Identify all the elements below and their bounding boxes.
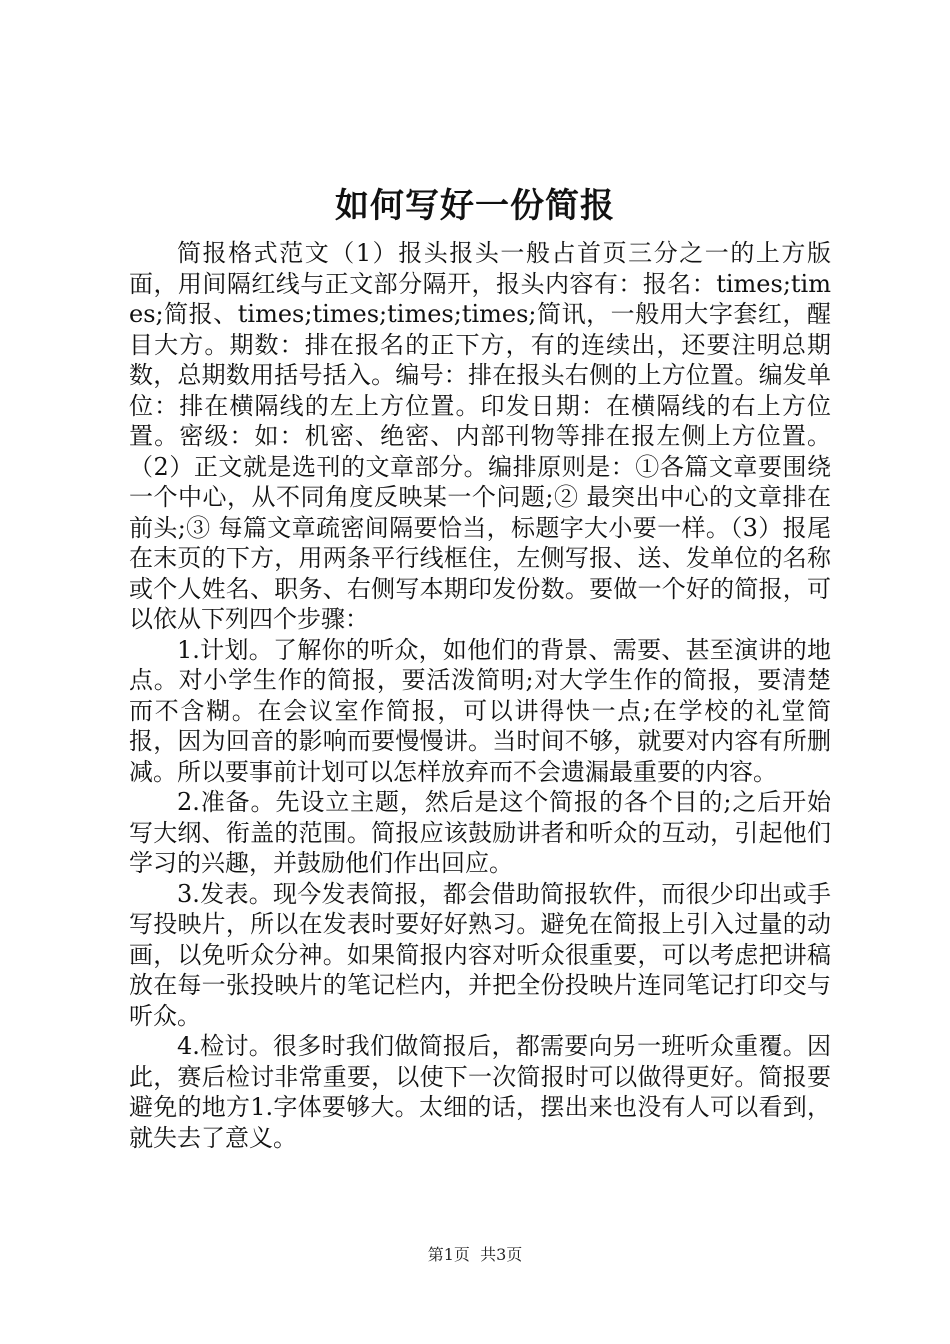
paragraph-step-plan: 1.计划。了解你的听众，如他们的背景、需要、甚至演讲的地点。对小学生作的简报，要活泼简明;对大学生作的简报，要清楚而不含糊。在会议室作简报，可以讲得快一点;在学校的礼堂简报，因为回音的影响而要慢慢讲。当时间不够，就要对内容有所删减。所以要事前计划可以怎样放弃而不会遗漏最重要的内容。 <box>129 635 831 786</box>
page-total: 共3页 <box>480 1245 523 1264</box>
paragraph-step-prepare: 2.准备。先设立主题，然后是这个简报的各个目的;之后开始写大纲、衔盖的范围。简报应该鼓励讲者和听众的互动，引起他们学习的兴趣，并鼓励他们作出回应。 <box>129 788 831 877</box>
document-title: 如何写好一份简报 <box>335 186 615 226</box>
page-footer <box>0 1243 950 1267</box>
page-number: 第1页 <box>427 1245 470 1264</box>
paragraph-step-review: 4.检讨。很多时我们做简报后，都需要向另一班听众重覆。因此，赛后检讨非常重要，以使下一次简报时可以做得更好。简报要避免的地方1.字体要够大。太细的话，摆出来也没有人可以看到，就失去了意义。 <box>129 1032 831 1152</box>
paragraph-format-intro: 简报格式范文（1）报头报头一般占首页三分之一的上方版面，用间隔红线与正文部分隔开，报头内容有：报名：times;times;简报、times;times;times;times;简讯，一般用大字套红，醒目大方。期数：排在报名的正下方，有的连续出，还要注明总期数，总期数用括号括入。编号：排在报头右侧的上方位置。编发单位：排在横隔线的左上方位置。印发日期：在横隔线的右上方位置。密级：如：机密、绝密、内部刊物等排在报左侧上方位置。（2）正文就是选刊的文章部分。编排原则是：①各篇文章要围绕一个中心，从不同角度反映某一个问题;② 最突出中心的文章排在前头;③ 每篇文章疏密间隔要恰当，标题字大小要一样。（3）报尾在末页的下方，用两条平行线框住，左侧写报、送、发单位的名称或个人姓名、职务、右侧写本期印发份数。要做一个好的简报，可以依从下列四个步骤： <box>129 239 831 633</box>
paragraph-step-present: 3.发表。现今发表简报，都会借助简报软件，而很少印出或手写投映片，所以在发表时要好好熟习。避免在简报上引入过量的动画，以免听众分神。如果简报内容对听众很重要，可以考虑把讲稿放在每一张投映片的笔记栏内，并把全份投映片连同笔记打印交与听众。 <box>129 879 831 1030</box>
document-body <box>129 238 831 1153</box>
